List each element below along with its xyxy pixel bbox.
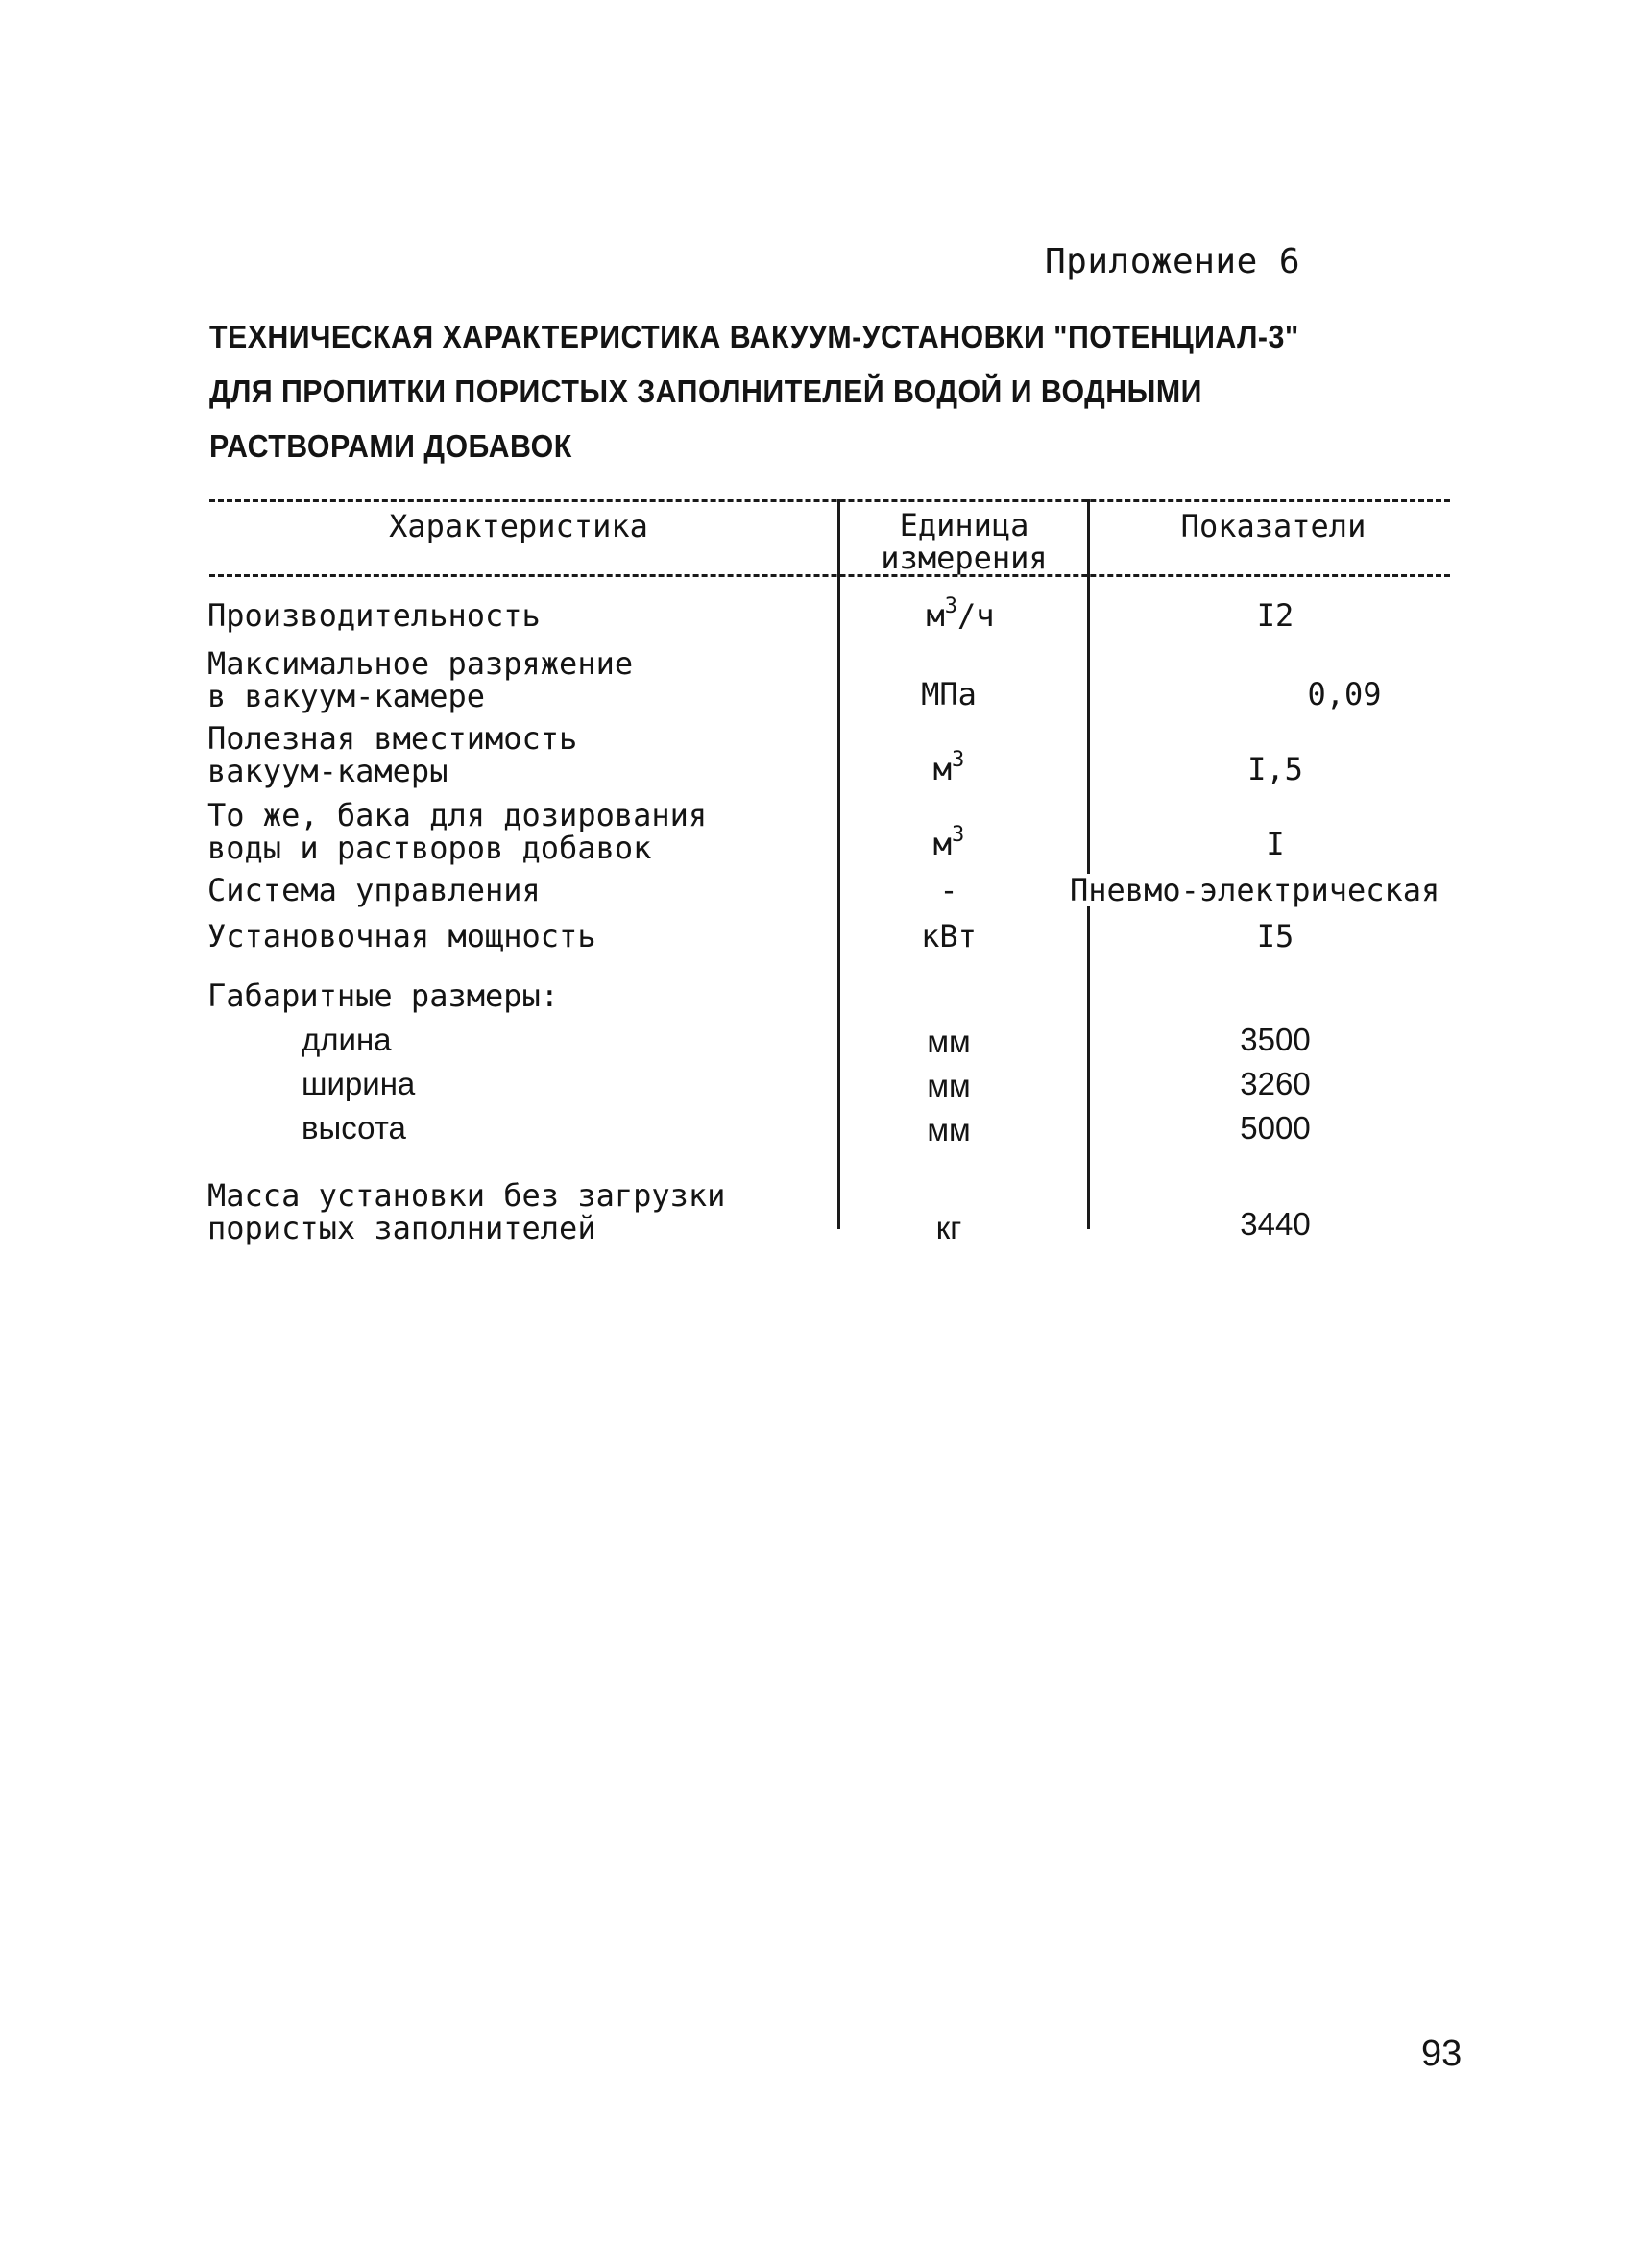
- title-line-2: ДЛЯ ПРОПИТКИ ПОРИСТЫХ ЗАПОЛНИТЕЛЕЙ ВОДОЙ И ВОДНЫМИ: [209, 374, 1202, 409]
- row-name-useful-capacity: Полезная вместимость вакуум-камеры: [207, 720, 578, 789]
- row-name-productivity: Производительность: [207, 597, 541, 634]
- row-name-length: длина: [302, 1022, 392, 1057]
- row-unit-width: мм: [927, 1068, 971, 1103]
- row-unit-max-vacuum: МПа: [921, 676, 977, 712]
- row-value-useful-capacity: I,5: [1247, 751, 1303, 787]
- header-value: Показатели: [1180, 508, 1367, 544]
- row-unit-dosing-tank: $м^3$: [932, 823, 965, 862]
- row-name-max-vacuum: Максимальное разряжение в вакуум-камере: [207, 645, 634, 714]
- row-name-dosing-tank: То же, бака для дозирования воды и растворов добавок: [207, 797, 708, 866]
- header-characteristic: Характеристика: [389, 508, 648, 544]
- row-value-length: 3500: [1240, 1022, 1311, 1057]
- row-value-width: 3260: [1240, 1066, 1311, 1101]
- row-unit-control-system: -: [939, 872, 958, 908]
- header-unit: [841, 509, 1087, 574]
- row-name-width: ширина: [302, 1066, 416, 1101]
- row-value-mass: 3440: [1240, 1206, 1311, 1242]
- page-number: 93: [1421, 2034, 1463, 2074]
- header-unit-line-2: измерения: [881, 540, 1048, 576]
- row-unit-mass: кг: [935, 1210, 962, 1245]
- row-name-mass: Масса установки без загрузки пористых заполнителей: [207, 1177, 726, 1246]
- row-unit-productivity: $м^3/ч$: [926, 594, 995, 634]
- row-unit-height: мм: [927, 1112, 971, 1147]
- table-top-rule: [209, 499, 1450, 502]
- row-unit-useful-capacity: $м^3$: [932, 748, 965, 787]
- appendix-label: Приложение 6: [1045, 242, 1301, 281]
- row-value-max-vacuum: 0,09: [1307, 676, 1382, 712]
- row-value-dosing-tank: I: [1266, 826, 1285, 862]
- row-value-installed-power: I5: [1256, 918, 1294, 954]
- row-unit-length: мм: [927, 1024, 971, 1059]
- row-value-productivity: I2: [1256, 597, 1294, 634]
- row-name-height: высота: [302, 1110, 406, 1146]
- row-unit-installed-power: кВт: [921, 918, 977, 954]
- table-header-rule: [209, 574, 1450, 577]
- document-title: [209, 309, 1299, 473]
- row-name-control-system: Система управления: [207, 872, 541, 908]
- title-line-1: ТЕХНИЧЕСКАЯ ХАРАКТЕРИСТИКА ВАКУУМ-УСТАНОВКИ "ПОТЕНЦИАЛ-3": [209, 319, 1299, 354]
- row-value-height: 5000: [1240, 1110, 1311, 1146]
- row-value-control-system: Пневмо-электрическая: [1070, 872, 1440, 908]
- row-name-installed-power: Установочная мощность: [207, 918, 596, 954]
- title-line-3: РАСТВОРАМИ ДОБАВОК: [209, 428, 572, 464]
- header-unit-line-1: Единица: [899, 507, 1029, 543]
- row-name-overall-dimensions: Габаритные размеры:: [207, 977, 560, 1014]
- column-divider-2: [1087, 499, 1090, 1229]
